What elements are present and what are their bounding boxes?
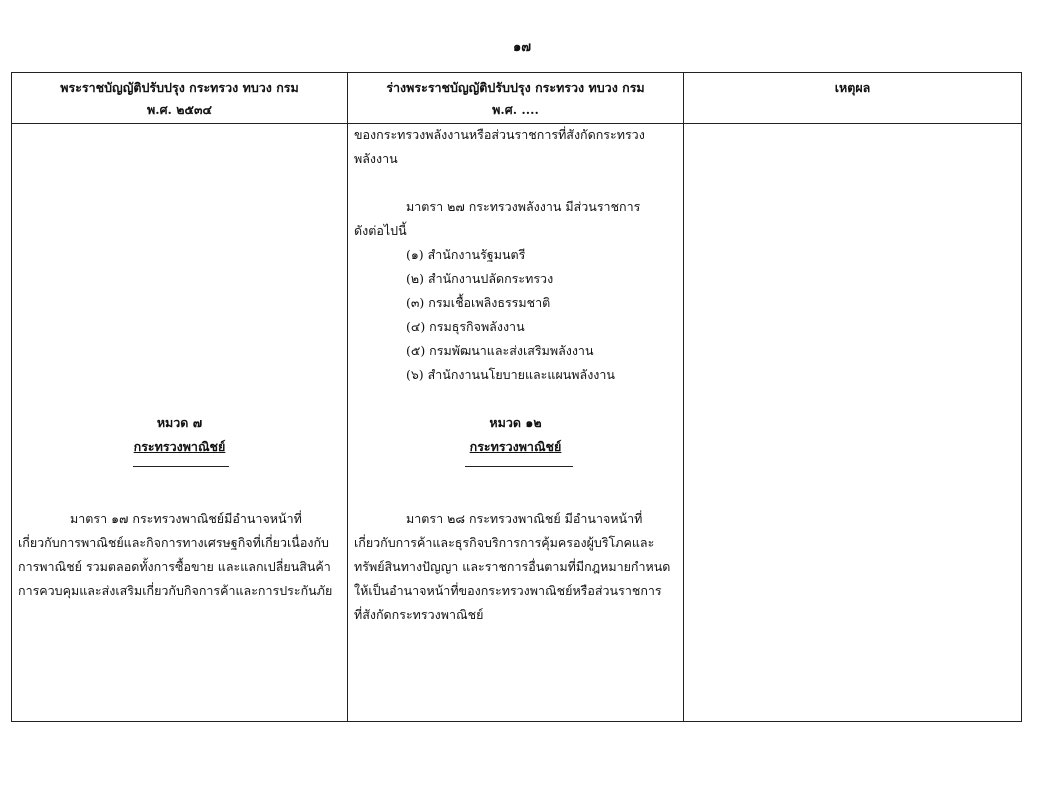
header-col3-line-1: เหตุผล xyxy=(834,80,871,95)
list-item: (๖) สำนักงานนโยบายและแผนพลังงาน xyxy=(406,367,615,382)
col2-section28-line: ที่สังกัดกระทรวงพาณิชย์ xyxy=(354,607,484,622)
col1-chapter-heading xyxy=(12,411,347,459)
header-col2-line-1: ร่างพระราชบัญญัติปรับปรุง กระทรวง ทบวง กรม xyxy=(386,80,645,95)
col1-section-line: การพาณิชย์ รวมตลอดทั้งการซื้อขาย และแลกเปลี่ยนสินค้า xyxy=(18,559,331,574)
comparison-table xyxy=(11,72,1022,722)
col2-department-list xyxy=(406,243,615,387)
col2-section28-line: เกี่ยวกับการค้าและธุรกิจบริการการคุ้มครองผู้บริโภคและ xyxy=(354,535,655,550)
col2-continuation xyxy=(354,123,645,171)
column-divider-2 xyxy=(683,73,684,721)
col1-chapter-title: หมวด ๗ xyxy=(156,415,203,430)
header-col1-line-2: พ.ศ. ๒๕๓๔ xyxy=(147,102,212,117)
list-item: (๒) สำนักงานปลัดกระทรวง xyxy=(406,271,554,286)
col2-section-28 xyxy=(354,507,670,627)
col2-section28-line: ให้เป็นอำนาจหน้าที่ของกระทรวงพาณิชย์หรือส่วนราชการ xyxy=(354,583,662,598)
header-col-reason xyxy=(684,73,1021,123)
col1-section-line: มาตรา ๑๗ กระทรวงพาณิชย์มีอำนาจหน้าที่ xyxy=(70,511,302,526)
header-col2-line-2: พ.ศ. .... xyxy=(492,102,539,117)
col2-chapter-title: หมวด ๑๒ xyxy=(489,415,542,430)
col2-section27-line: ดังต่อไปนี้ xyxy=(354,223,407,238)
list-item: (๕) กรมพัฒนาและส่งเสริมพลังงาน xyxy=(406,343,594,358)
col1-section-line: เกี่ยวกับการพาณิชย์และกิจการทางเศรษฐกิจที่เกี่ยวเนื่องกับ xyxy=(18,535,329,550)
header-col-current-act xyxy=(12,73,347,123)
col2-chapter-heading xyxy=(348,411,683,459)
col2-section-27 xyxy=(354,195,640,243)
page-number: ๑๗ xyxy=(512,40,532,55)
col2-continuation-line: ของกระทรวงพลังงานหรือส่วนราชการที่สังกัดกระทรวง xyxy=(354,127,645,142)
col2-section28-line: มาตรา ๒๘ กระทรวงพาณิชย์ มีอำนาจหน้าที่ xyxy=(406,511,643,526)
list-item: (๑) สำนักงานรัฐมนตรี xyxy=(406,247,526,262)
header-col-draft-act xyxy=(348,73,683,123)
col1-chapter-name: กระทรวงพาณิชย์ xyxy=(133,439,226,454)
col2-continuation-line: พลังงาน xyxy=(354,151,398,166)
col2-chapter-rule xyxy=(465,466,573,467)
col2-chapter-name: กระทรวงพาณิชย์ xyxy=(469,439,562,454)
col1-section-17 xyxy=(18,507,332,603)
list-item: (๓) กรมเชื้อเพลิงธรรมชาติ xyxy=(406,295,551,310)
list-item: (๔) กรมธุรกิจพลังงาน xyxy=(406,319,525,334)
col1-chapter-rule xyxy=(133,466,229,467)
column-divider-1 xyxy=(347,73,348,721)
col1-section-line: การควบคุมและส่งเสริมเกี่ยวกับกิจการค้าและการประกันภัย xyxy=(18,583,333,598)
header-col1-line-1: พระราชบัญญัติปรับปรุง กระทรวง ทบวง กรม xyxy=(60,80,299,95)
col2-section27-line: มาตรา ๒๗ กระทรวงพลังงาน มีส่วนราชการ xyxy=(406,199,641,214)
col2-section28-line: ทรัพย์สินทางปัญญา และราชการอื่นตามที่มีกฎหมายกำหนด xyxy=(354,559,671,574)
